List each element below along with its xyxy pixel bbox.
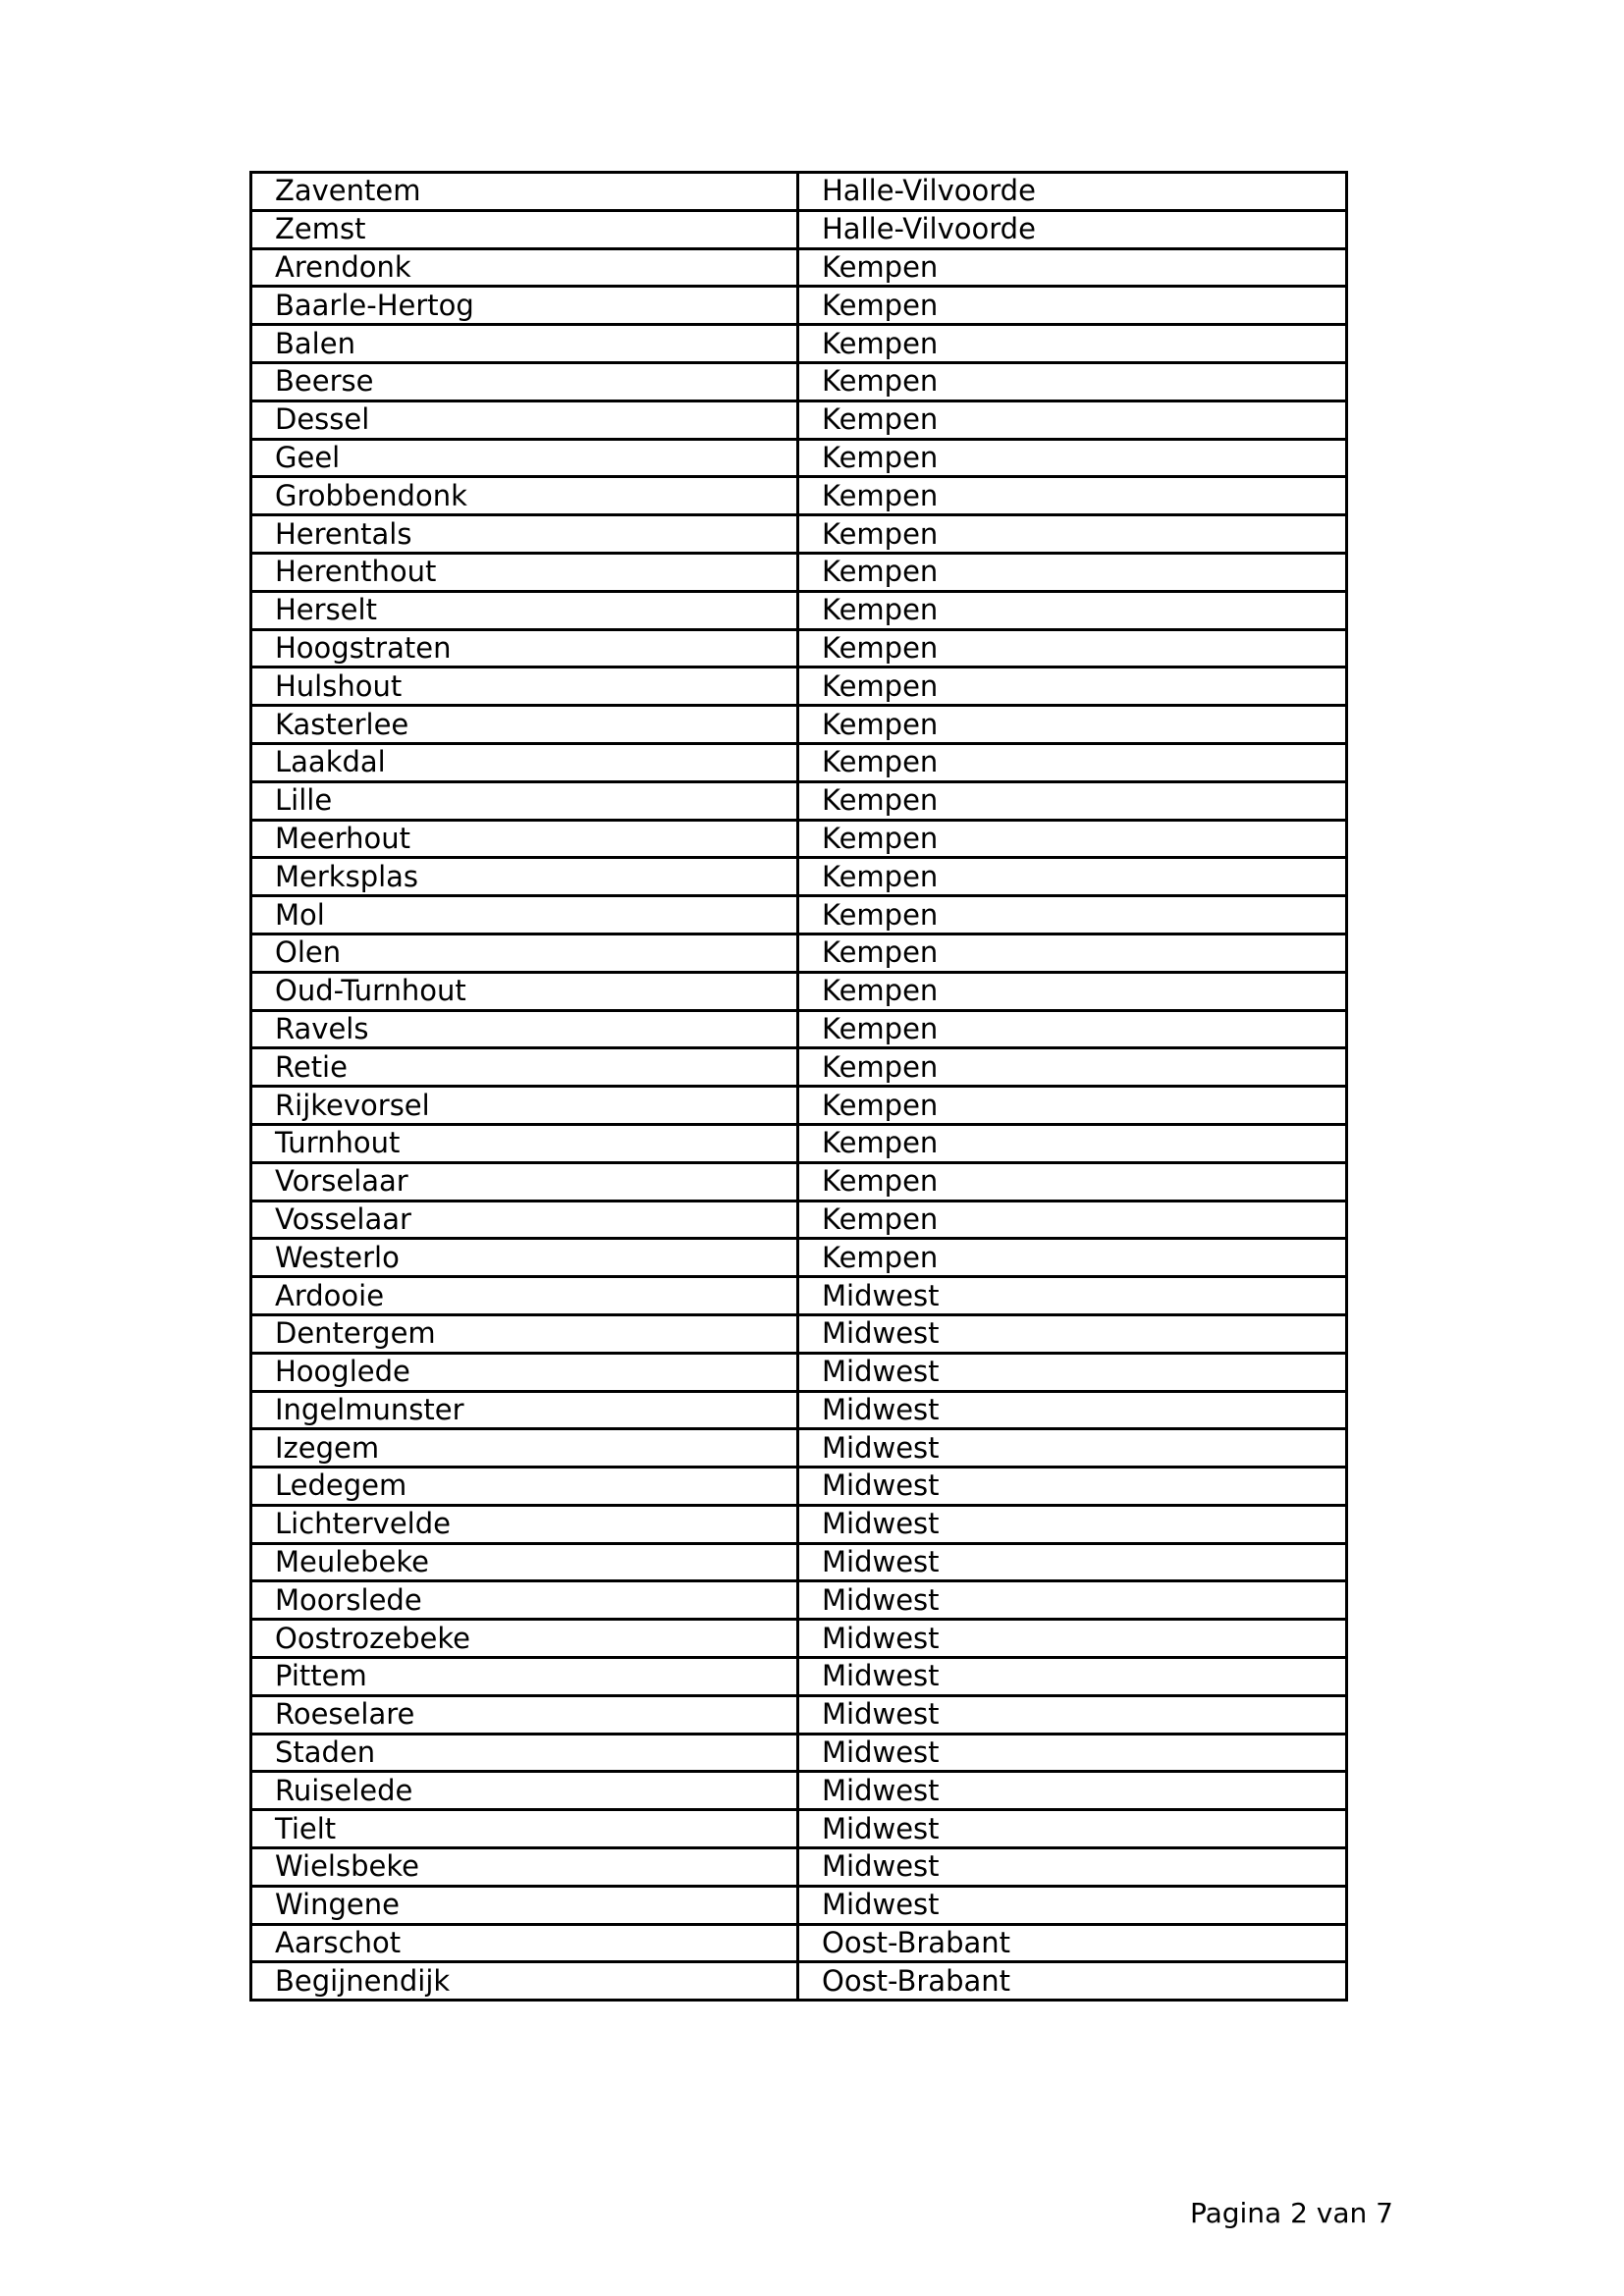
municipality-cell: Hooglede <box>251 1353 798 1391</box>
table-row <box>251 1124 1347 1162</box>
region-cell: Kempen <box>798 1201 1347 1239</box>
municipality-cell: Wingene <box>251 1886 798 1924</box>
municipality-cell: Merksplas <box>251 858 798 896</box>
municipality-cell: Herselt <box>251 591 798 629</box>
municipality-cell: Dentergem <box>251 1314 798 1353</box>
table-row <box>251 515 1347 554</box>
municipality-cell: Staden <box>251 1734 798 1772</box>
page-number: Pagina 2 van 7 <box>1189 2197 1393 2229</box>
table-row <box>251 1772 1347 1810</box>
region-cell: Kempen <box>798 858 1347 896</box>
region-cell: Midwest <box>798 1658 1347 1696</box>
region-cell: Midwest <box>798 1620 1347 1658</box>
region-cell: Kempen <box>798 820 1347 858</box>
region-cell: Kempen <box>798 781 1347 820</box>
municipality-cell: Hulshout <box>251 667 798 706</box>
table-row <box>251 667 1347 706</box>
table-row <box>251 173 1347 211</box>
table-row <box>251 1314 1347 1353</box>
table-row <box>251 287 1347 325</box>
table-row <box>251 1429 1347 1468</box>
municipality-cell: Herentals <box>251 515 798 554</box>
region-cell: Midwest <box>798 1695 1347 1734</box>
region-cell: Kempen <box>798 287 1347 325</box>
municipality-cell: Ruiselede <box>251 1772 798 1810</box>
municipality-cell: Mol <box>251 896 798 934</box>
municipality-cell: Zaventem <box>251 173 798 211</box>
table-row <box>251 1543 1347 1581</box>
page-footer <box>1190 2197 1393 2229</box>
table-row <box>251 210 1347 248</box>
municipality-cell: Geel <box>251 439 798 477</box>
region-cell: Kempen <box>798 477 1347 515</box>
table-row <box>251 781 1347 820</box>
municipality-cell: Laakdal <box>251 743 798 781</box>
table-row <box>251 1886 1347 1924</box>
municipality-cell: Wielsbeke <box>251 1848 798 1887</box>
region-cell: Kempen <box>798 325 1347 363</box>
municipality-cell: Oud-Turnhout <box>251 972 798 1010</box>
region-cell: Kempen <box>798 743 1347 781</box>
region-cell: Kempen <box>798 706 1347 744</box>
region-cell: Midwest <box>798 1848 1347 1887</box>
table-row <box>251 1924 1347 1962</box>
table-row <box>251 1391 1347 1429</box>
municipality-cell: Moorslede <box>251 1581 798 1620</box>
region-cell: Midwest <box>798 1314 1347 1353</box>
table-row <box>251 248 1347 287</box>
municipality-cell: Tielt <box>251 1810 798 1848</box>
region-cell: Kempen <box>798 1048 1347 1087</box>
region-cell: Kempen <box>798 896 1347 934</box>
table-row <box>251 325 1347 363</box>
municipality-cell: Roeselare <box>251 1695 798 1734</box>
municipality-cell: Kasterlee <box>251 706 798 744</box>
municipality-cell: Meerhout <box>251 820 798 858</box>
municipality-cell: Westerlo <box>251 1239 798 1277</box>
table-row <box>251 1810 1347 1848</box>
table-row <box>251 477 1347 515</box>
region-cell: Kempen <box>798 1010 1347 1048</box>
municipality-cell: Ardooie <box>251 1277 798 1315</box>
municipality-cell: Grobbendonk <box>251 477 798 515</box>
municipality-cell: Meulebeke <box>251 1543 798 1581</box>
region-cell: Kempen <box>798 591 1347 629</box>
municipality-cell: Ingelmunster <box>251 1391 798 1429</box>
region-cell: Kempen <box>798 629 1347 667</box>
region-cell: Midwest <box>798 1391 1347 1429</box>
municipality-cell: Zemst <box>251 210 798 248</box>
region-cell: Oost-Brabant <box>798 1924 1347 1962</box>
municipality-cell: Turnhout <box>251 1124 798 1162</box>
table-row <box>251 1239 1347 1277</box>
municipality-cell: Retie <box>251 1048 798 1087</box>
region-cell: Midwest <box>798 1429 1347 1468</box>
municipality-cell: Lichtervelde <box>251 1505 798 1543</box>
municipality-cell: Vorselaar <box>251 1162 798 1201</box>
table-row <box>251 1695 1347 1734</box>
table-row <box>251 629 1347 667</box>
table-row <box>251 1505 1347 1543</box>
municipality-cell: Izegem <box>251 1429 798 1468</box>
table-row <box>251 362 1347 400</box>
region-cell: Kempen <box>798 362 1347 400</box>
table-row <box>251 706 1347 744</box>
table-row <box>251 400 1347 439</box>
table-row <box>251 858 1347 896</box>
table-row <box>251 1201 1347 1239</box>
table-row <box>251 1277 1347 1315</box>
municipality-cell: Rijkevorsel <box>251 1087 798 1125</box>
municipality-region-table <box>249 171 1348 2002</box>
region-cell: Midwest <box>798 1734 1347 1772</box>
table-row <box>251 934 1347 972</box>
region-cell: Halle-Vilvoorde <box>798 173 1347 211</box>
region-cell: Midwest <box>798 1543 1347 1581</box>
table-row <box>251 820 1347 858</box>
table-row <box>251 972 1347 1010</box>
region-cell: Kempen <box>798 1162 1347 1201</box>
municipality-cell: Hoogstraten <box>251 629 798 667</box>
region-cell: Kempen <box>798 972 1347 1010</box>
municipality-cell: Pittem <box>251 1658 798 1696</box>
municipality-cell: Ravels <box>251 1010 798 1048</box>
region-cell: Midwest <box>798 1810 1347 1848</box>
table-row <box>251 1010 1347 1048</box>
table-row <box>251 896 1347 934</box>
region-cell: Kempen <box>798 1087 1347 1125</box>
municipality-cell: Vosselaar <box>251 1201 798 1239</box>
region-cell: Kempen <box>798 553 1347 591</box>
table-row <box>251 1048 1347 1087</box>
region-cell: Kempen <box>798 515 1347 554</box>
municipality-cell: Oostrozebeke <box>251 1620 798 1658</box>
region-cell: Kempen <box>798 934 1347 972</box>
municipality-cell: Dessel <box>251 400 798 439</box>
region-cell: Kempen <box>798 248 1347 287</box>
table-row <box>251 439 1347 477</box>
table-row <box>251 1658 1347 1696</box>
table-row <box>251 553 1347 591</box>
municipality-cell: Herenthout <box>251 553 798 591</box>
municipality-cell: Ledegem <box>251 1468 798 1506</box>
region-cell: Kempen <box>798 400 1347 439</box>
region-cell: Midwest <box>798 1277 1347 1315</box>
municipality-cell: Aarschot <box>251 1924 798 1962</box>
table-row <box>251 1353 1347 1391</box>
table-row <box>251 1620 1347 1658</box>
table-row <box>251 1087 1347 1125</box>
municipality-cell: Baarle-Hertog <box>251 287 798 325</box>
region-cell: Midwest <box>798 1353 1347 1391</box>
region-cell: Kempen <box>798 667 1347 706</box>
region-cell: Midwest <box>798 1468 1347 1506</box>
municipality-cell: Arendonk <box>251 248 798 287</box>
region-cell: Halle-Vilvoorde <box>798 210 1347 248</box>
region-cell: Kempen <box>798 1124 1347 1162</box>
region-cell: Midwest <box>798 1772 1347 1810</box>
municipality-cell: Begijnendijk <box>251 1962 798 2001</box>
table-row <box>251 743 1347 781</box>
region-cell: Midwest <box>798 1886 1347 1924</box>
table-row <box>251 591 1347 629</box>
table-body <box>251 173 1347 2001</box>
region-cell: Oost-Brabant <box>798 1962 1347 2001</box>
table-row <box>251 1848 1347 1887</box>
table-row <box>251 1734 1347 1772</box>
table-row <box>251 1162 1347 1201</box>
region-cell: Kempen <box>798 439 1347 477</box>
region-cell: Midwest <box>798 1505 1347 1543</box>
region-cell: Kempen <box>798 1239 1347 1277</box>
municipality-cell: Balen <box>251 325 798 363</box>
municipality-cell: Beerse <box>251 362 798 400</box>
municipality-cell: Lille <box>251 781 798 820</box>
table-row <box>251 1581 1347 1620</box>
region-cell: Midwest <box>798 1581 1347 1620</box>
table-row <box>251 1962 1347 2001</box>
municipality-cell: Olen <box>251 934 798 972</box>
table-row <box>251 1468 1347 1506</box>
